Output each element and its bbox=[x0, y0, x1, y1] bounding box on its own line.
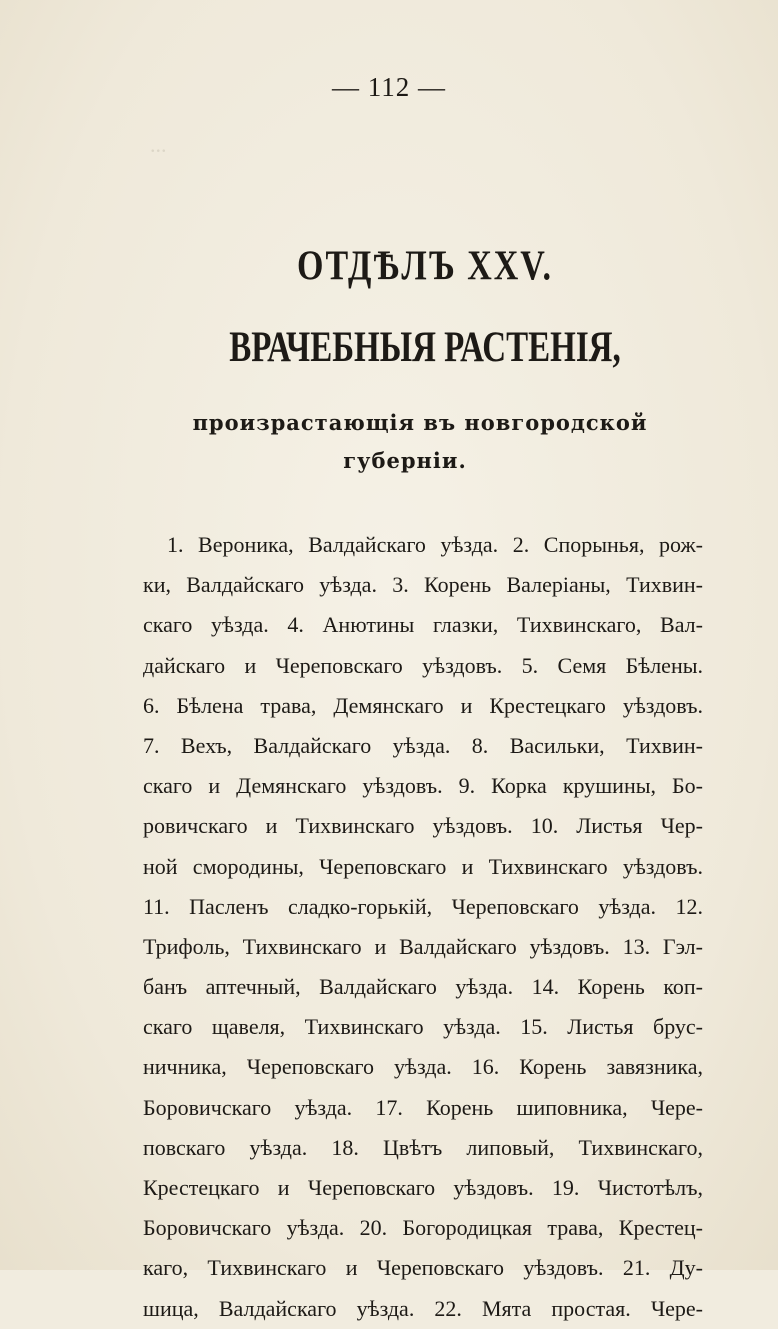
body-line: скаго уѣзда. 4. Анютины глазки, Тихвинскаго, Вал- bbox=[143, 612, 703, 638]
body-line: ровичскаго и Тихвинскаго уѣздовъ. 10. Листья Чер- bbox=[143, 813, 703, 839]
subheading-line-1: произрастающія въ новгородской bbox=[192, 410, 648, 435]
bleed-through: ... bbox=[150, 132, 167, 157]
body-line: дайскаго и Череповскаго уѣздовъ. 5. Семя Бѣлены. bbox=[143, 652, 703, 678]
section-title: ОТДѢЛЪ XXV. bbox=[297, 243, 553, 290]
body-line: ной смородины, Череповскаго и Тихвинскаго уѣздовъ. bbox=[143, 853, 703, 879]
main-heading: ВРАЧЕБНЫЯ РАСТЕНІЯ, bbox=[229, 324, 621, 372]
page-number: — 112 — bbox=[332, 72, 446, 102]
body-line: 6. Бѣлена трава, Демянскаго и Крестецкаго уѣздовъ. bbox=[143, 692, 703, 718]
body-line: 11. Пасленъ сладко-горькій, Череповскаго уѣзда. 12. bbox=[143, 893, 703, 919]
body-line: повскаго уѣзда. 18. Цвѣтъ липовый, Тихвинскаго, bbox=[143, 1134, 703, 1160]
body-line: Боровичскаго уѣзда. 20. Богородицкая трава, Крестец- bbox=[143, 1215, 703, 1241]
body-line: каго, Тихвинскаго и Череповскаго уѣздовъ. 21. Ду- bbox=[143, 1255, 703, 1281]
body-line: скаго и Демянскаго уѣздовъ. 9. Корка крушины, Бо- bbox=[143, 773, 703, 799]
body-line: 7. Вехъ, Валдайскаго уѣзда. 8. Васильки, Тихвин- bbox=[143, 732, 703, 758]
body-line: шица, Валдайскаго уѣзда. 22. Мята простая. Чере- bbox=[143, 1295, 703, 1321]
body-line: скаго щавеля, Тихвинскаго уѣзда. 15. Листья брус- bbox=[143, 1014, 703, 1040]
body-line: 1. Вероника, Валдайскаго уѣзда. 2. Спорынья, рож- bbox=[167, 532, 703, 557]
body-line: ничника, Череповскаго уѣзда. 16. Корень завязника, bbox=[143, 1054, 703, 1080]
body-line: Боровичскаго уѣзда. 17. Корень шиповника, Чере- bbox=[143, 1094, 703, 1120]
body-line: Крестецкаго и Череповскаго уѣздовъ. 19. Чистотѣлъ, bbox=[143, 1175, 703, 1200]
subheading-line-2: губерніи. bbox=[343, 448, 467, 473]
body-line: банъ аптечный, Валдайскаго уѣзда. 14. Корень коп- bbox=[143, 974, 703, 1000]
body-line: Трифоль, Тихвинскаго и Валдайскаго уѣздовъ. 13. Гэл- bbox=[143, 933, 703, 959]
body-line: ки, Валдайскаго уѣзда. 3. Корень Валеріаны, Тихвин- bbox=[143, 572, 703, 598]
body-paragraph bbox=[143, 525, 703, 1329]
